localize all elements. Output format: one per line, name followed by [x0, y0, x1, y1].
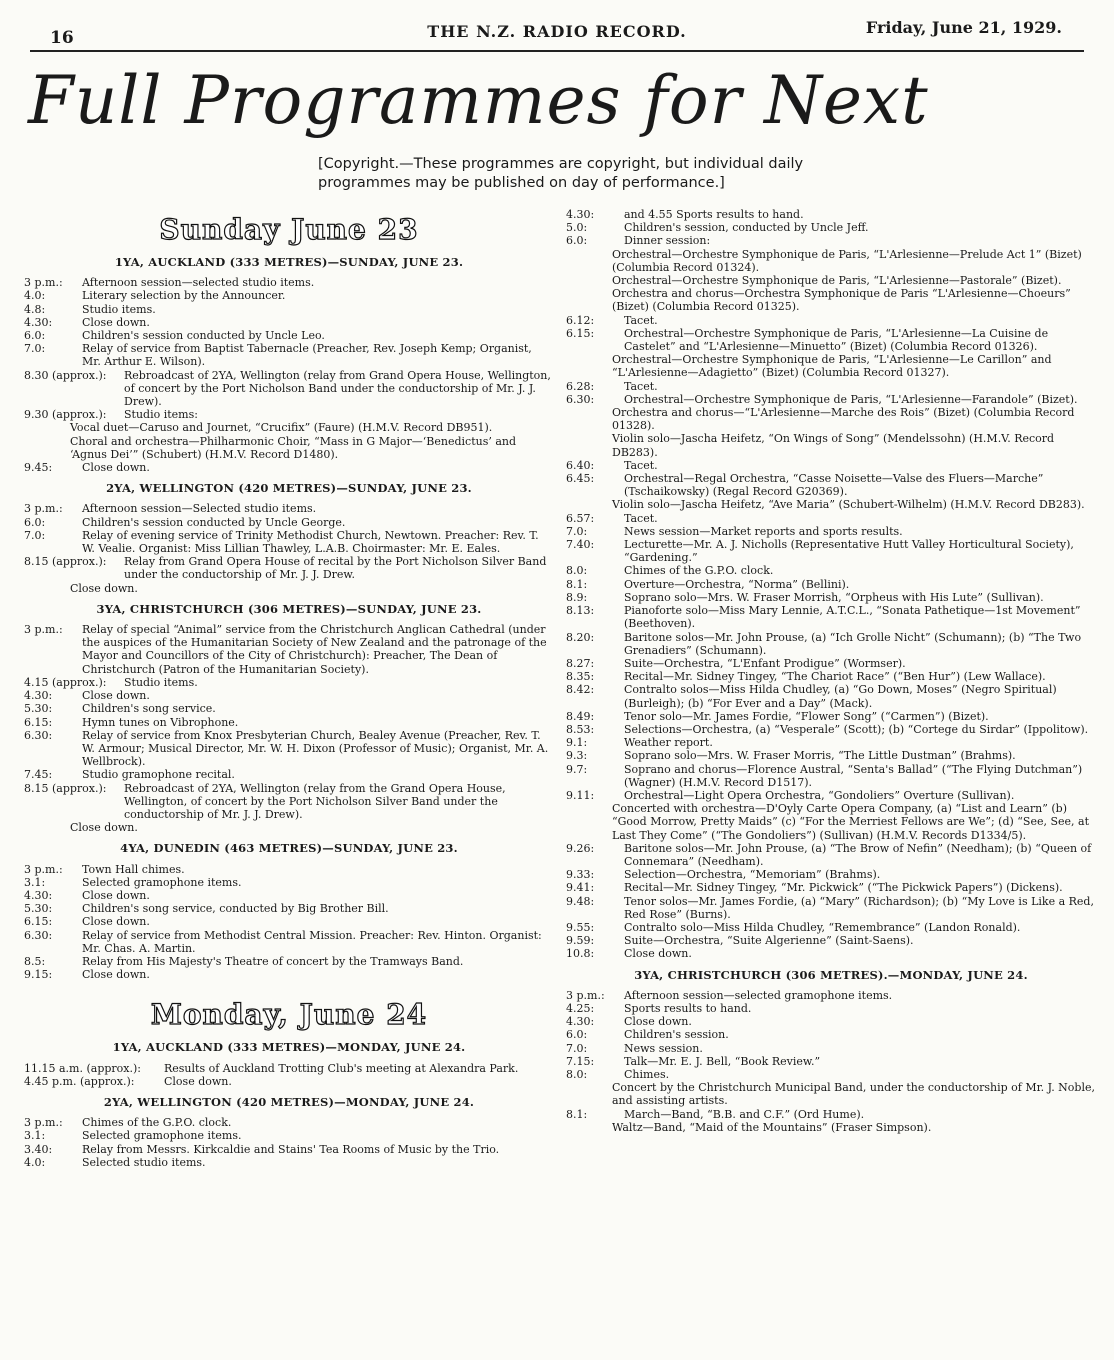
entry-text: Tenor solos—Mr. James Fordie, (a) “Mary” (Richardson); (b) “My Love is Like a Red, Red Rose” (Burns). [624, 894, 1094, 921]
entry-text: Afternoon session—selected gramophone items. [624, 988, 893, 1002]
schedule-entry [566, 631, 1096, 657]
schedule-entry [24, 289, 554, 302]
entry-text: Close down. [82, 915, 150, 929]
schedule-subentry: Choral and orchestra—Philharmonic Choir, “Mass in G Major—‘Benedictus’ and ‘Agnus Dei’” (Schubert) (H.M.V. Record D1480). [70, 434, 517, 461]
entry-time: 4.0: [24, 289, 46, 303]
entry-time: 8.49: [566, 709, 595, 723]
entry-text: Selections—Orchestra, (a) “Vesperale” (Scott); (b) “Cortege du Sirdar” (Ippolitow). [624, 722, 1089, 736]
entry-text: Relay of service from Knox Presbyterian Church, Bealey Avenue (Preacher, Rev. T. W. Armour; Musical Director, Mr. W. H. Dixon (Professor of Music); Organist, Mr. A. Wellbrock). [82, 728, 549, 769]
entry-text: Studio gramophone recital. [82, 768, 235, 782]
schedule-entry [24, 876, 554, 889]
schedule-entry [566, 895, 1096, 921]
schedule-entry [566, 1028, 1096, 1041]
entry-time: 6.15: [566, 326, 595, 340]
entry-text: Baritone solos—Mr. John Prouse, (a) “The Brow of Nefin” (Needham); (b) “Queen of Connemara” (Needham). [624, 841, 1092, 868]
schedule-entry [566, 538, 1096, 564]
entry-text: Tacet. [624, 458, 658, 472]
entry-time: 9.41: [566, 881, 595, 895]
schedule-entry [24, 502, 554, 515]
entry-time: 8.20: [566, 630, 595, 644]
schedule-entry [24, 1116, 554, 1129]
entry-text: Children's session conducted by Uncle George. [82, 515, 346, 529]
entry-text: Studio items: [124, 408, 198, 422]
entry-text: Relay of service from Methodist Central Mission. Preacher: Rev. Hinton. Organist: Mr. Chas. A. Martin. [82, 928, 542, 955]
entry-text: Tacet. [624, 511, 658, 525]
schedule-entry [566, 934, 1096, 947]
schedule-entry [24, 1062, 554, 1075]
station-heading: 2YA, WELLINGTON (420 METRES)—MONDAY, JUNE 24. [103, 1094, 475, 1109]
entry-time: 7.0: [24, 342, 46, 356]
schedule-entry [566, 789, 1096, 802]
right-column [566, 208, 1096, 1134]
schedule-entry [24, 915, 554, 928]
schedule-entry [566, 921, 1096, 934]
entry-text: and 4.55 Sports results to hand. [624, 208, 804, 221]
schedule-list [566, 208, 1096, 961]
schedule-subentry: Orchestral—Orchestre Symphonique de Paris, “L'Arlesienne—Le Carillon” and “L'Arlesienne—Adagietto” (Bizet) (Columbia Record 01327). [612, 353, 1052, 380]
entry-text: Studio items. [124, 675, 198, 689]
entry-text: Soprano solo—Mrs. W. Fraser Morris, “The Little Dustman” (Brahms). [624, 749, 1016, 763]
schedule-entry [24, 716, 554, 729]
journal-title: THE N.Z. RADIO RECORD. [427, 22, 687, 41]
entry-text: Results of Auckland Trotting Club's meeting at Alexandra Park. [164, 1061, 519, 1075]
schedule-entry [566, 604, 1096, 630]
entry-time: 4.8: [24, 302, 46, 316]
schedule-subentry: Orchestra and chorus—Orchestra Symphonique de Paris “L'Arlesienne—Choeurs” (Bizet) (Columbia Record 01325). [612, 287, 1071, 314]
schedule-entry [566, 881, 1096, 894]
entry-text: Studio items. [82, 302, 156, 316]
entry-text: Hymn tunes on Vibrophone. [82, 715, 239, 729]
entry-time: 6.57: [566, 511, 595, 525]
schedule-entry [24, 342, 554, 368]
schedule-subentry: Violin solo—Jascha Heifetz, “On Wings of Song” (Mendelssohn) (H.M.V. Record DB283). [612, 432, 1055, 459]
entry-text: Rebroadcast of 2YA, Wellington (relay from the Grand Opera House, Wellington, of concert by the Port Nicholson Silver Band under the conductorship of Mr. J. J. Drew). [124, 781, 506, 821]
entry-text: Selected gramophone items. [82, 1129, 242, 1143]
entry-time: 7.45: [24, 768, 53, 782]
station-heading: 2YA, WELLINGTON (420 METRES)—SUNDAY, JUNE 23. [106, 481, 472, 496]
entry-time: 3 p.m.: [24, 1116, 63, 1130]
schedule-entry [24, 303, 554, 316]
entry-text: Children's session conducted by Uncle Leo. [82, 329, 325, 343]
entry-text: Suite—Orchestra, “L'Enfant Prodigue” (Wormser). [624, 656, 906, 670]
entry-time: 5.30: [24, 902, 53, 916]
schedule-entry [24, 408, 554, 421]
schedule-entry [566, 564, 1096, 577]
entry-text: Chimes. [624, 1068, 670, 1081]
entry-text: Afternoon session—Selected studio items. [82, 502, 317, 516]
entry-time: 4.15 (approx.): [24, 675, 107, 689]
schedule-entry [24, 729, 554, 769]
schedule-subentry: Orchestra and chorus—“L'Arlesienne—Marche des Rois” (Bizet) (Columbia Record 01328). [612, 406, 1075, 433]
entry-text: News session. [624, 1041, 703, 1055]
schedule-entry [24, 863, 554, 876]
entry-text: Pianoforte solo—Miss Mary Lennie, A.T.C.L., “Sonata Pathetique—1st Movement” (Beethoven). [624, 604, 1081, 631]
entry-time: 8.35: [566, 670, 595, 684]
schedule-entry [566, 234, 1096, 247]
schedule-entry [566, 749, 1096, 762]
copyright-notice: [Copyright.—These programmes are copyright, but individual daily programmes may be published on day of performance.] [318, 156, 804, 191]
schedule-list [24, 863, 554, 982]
entry-time: 5.0: [566, 221, 588, 235]
entry-text: Selection—Orchestra, “Memoriam” (Brahms). [624, 868, 881, 882]
entry-time: 9.48: [566, 894, 595, 908]
entry-text: Children's song service. [82, 702, 216, 716]
entry-text: Overture—Orchestra, “Norma” (Bellini). [624, 577, 850, 591]
entry-text: Selected gramophone items. [82, 875, 242, 889]
schedule-entry [566, 657, 1096, 670]
entry-text: Contralto solo—Miss Hilda Chudley, “Remembrance” (Landon Ronald). [624, 920, 1021, 934]
schedule-list [24, 276, 554, 474]
schedule-entry [24, 1143, 554, 1156]
entry-text: Relay of evening service of Trinity Methodist Church, Newtown. Preacher: Rev. T. W. Vealie. Organist: Miss Lillian Thawley, L.A.B. Choirmaster: Mr. E. Eales. [82, 528, 539, 556]
monday-heading: Monday, June 24 [150, 998, 428, 1032]
schedule-entry [566, 1015, 1096, 1028]
entry-time: 8.15 (approx.): [24, 555, 107, 569]
entry-time: 8.1: [566, 1107, 588, 1121]
entry-time: 3.40: [24, 1142, 53, 1156]
schedule-entry [24, 689, 554, 702]
schedule-entry [566, 459, 1096, 472]
entry-time: 9.55: [566, 920, 595, 934]
entry-text: Literary selection by the Announcer. [82, 289, 286, 303]
entry-time: 11.15 a.m. (approx.): [24, 1061, 141, 1075]
schedule-entry [24, 676, 554, 689]
page-header [0, 0, 1114, 60]
schedule-entry [566, 578, 1096, 591]
schedule-entry [24, 702, 554, 715]
entry-text: Chimes of the G.P.O. clock. [82, 1116, 232, 1130]
schedule-entry [24, 1129, 554, 1142]
entry-text: Children's session. [624, 1028, 729, 1042]
station-heading: 3YA, CHRISTCHURCH (306 METRES)—SUNDAY, JUNE 23. [96, 601, 482, 616]
entry-text: Tacet. [624, 379, 658, 393]
entry-text: Lecturette—Mr. A. J. Nicholls (Representative Hutt Valley Horticultural Society), “Gardening.” [624, 538, 1074, 565]
entry-text: Soprano and chorus—Florence Austral, “Senta's Ballad” (“The Flying Dutchman”) (Wagner) (H.M.V. Record D1517). [624, 762, 1083, 789]
entry-time: 6.30: [24, 728, 53, 742]
entry-text: Suite—Orchestra, “Suite Algerienne” (Saint-Saens). [624, 934, 914, 948]
entry-text: March—Band, “B.B. and C.F.” (Ord Hume). [624, 1107, 865, 1121]
schedule-entry [566, 393, 1096, 406]
entry-text: Town Hall chimes. [82, 862, 185, 876]
entry-text: Relay from His Majesty's Theatre of concert by the Tramways Band. [82, 954, 464, 968]
page-title: Full Programmes for Next [28, 62, 929, 139]
entry-time: 3 p.m.: [24, 276, 63, 290]
entry-text: Selected studio items. [82, 1155, 206, 1169]
schedule-entry [566, 763, 1096, 789]
entry-time: 6.0: [24, 329, 46, 343]
entry-text: Relay of service from Baptist Tabernacle (Preacher, Rev. Joseph Kemp; Organist, Mr. Arthur E. Wilson). [82, 342, 532, 369]
entry-time: 9.11: [566, 788, 595, 802]
entry-time: 5.30: [24, 702, 53, 716]
station-heading: 4YA, DUNEDIN (463 METRES)—SUNDAY, JUNE 23. [120, 841, 458, 856]
entry-time: 4.25: [566, 1001, 595, 1015]
schedule-entry [24, 369, 554, 409]
entry-time: 6.30: [566, 392, 595, 406]
schedule-entry [566, 1108, 1096, 1121]
schedule-entry [24, 276, 554, 289]
schedule-entry [566, 221, 1096, 234]
entry-text: Close down. [82, 888, 150, 902]
entry-text: Orchestral—Orchestre Symphonique de Paris, “L'Arlesienne—La Cuisine de Castelet” and “L'Arlesienne—Minuetto” (Bizet) (Columbia Record 01326). [624, 326, 1049, 354]
entry-text: Orchestral—Light Opera Orchestra, “Gondoliers” Overture (Sullivan). [624, 788, 1015, 802]
entry-text: Contralto solos—Miss Hilda Chudley, (a) “Go Down, Moses” (Negro Spiritual) (Burleigh); (b) “For Ever and a Day” (Mack). [624, 683, 1057, 710]
entry-time: 6.15: [24, 715, 53, 729]
schedule-entry [566, 1002, 1096, 1015]
entry-time: 8.53: [566, 722, 595, 736]
entry-time: 4.30: [24, 315, 53, 329]
entry-text: News session—Market reports and sports results. [624, 524, 903, 538]
entry-time: 4.30: [566, 208, 595, 221]
schedule-entry [566, 1042, 1096, 1055]
entry-text: Dinner session: [624, 234, 711, 248]
schedule-list [24, 623, 554, 834]
entry-time: 9.7: [566, 762, 588, 776]
schedule-entry [566, 591, 1096, 604]
entry-time: 3.1: [24, 1129, 46, 1143]
entry-time: 8.13: [566, 604, 595, 618]
entry-time: 7.0: [24, 528, 46, 542]
entry-time: 10.8: [566, 947, 595, 961]
station-heading: 3YA, CHRISTCHURCH (306 METRES).—MONDAY, JUNE 24. [634, 967, 1028, 982]
schedule-entry [24, 889, 554, 902]
schedule-subentry: Close down. [70, 581, 138, 595]
entry-text: Orchestral—Regal Orchestra, “Casse Noisette—Valse des Fluers—Marche” (Tschaikowsky) (Regal Record G20369). [624, 472, 1044, 499]
entry-text: Close down. [82, 968, 150, 982]
entry-time: 6.12: [566, 313, 595, 327]
entry-text: Chimes of the G.P.O. clock. [624, 564, 774, 578]
schedule-entry [24, 902, 554, 915]
entry-time: 6.45: [566, 472, 595, 486]
entry-text: Baritone solos—Mr. John Prouse, (a) “Ich Grolle Nicht” (Schumann); (b) “The Two Grenadiers” (Schumann). [624, 630, 1082, 657]
schedule-entry [24, 316, 554, 329]
schedule-entry [24, 623, 554, 676]
entry-text: Children's session, conducted by Uncle Jeff. [624, 221, 869, 235]
entry-time: 4.45 p.m. (approx.): [24, 1074, 135, 1088]
entry-time: 4.30: [24, 689, 53, 703]
schedule-entry [566, 868, 1096, 881]
entry-time: 6.0: [566, 1028, 588, 1042]
entry-time: 8.42: [566, 683, 595, 697]
schedule-entry [24, 782, 554, 822]
entry-text: Relay of special “Animal” service from the Christchurch Anglican Cathedral (under the auspices of the Humanitarian Society of New Zealand and the patronage of the Mayor and Councillors of the City of Christchurch): Preacher, The Dean of Christchurch (Patron of the Humanitarian Society). [82, 623, 547, 676]
schedule-entry [566, 736, 1096, 749]
schedule-entry [566, 947, 1096, 960]
entry-time: 8.15 (approx.): [24, 781, 107, 795]
entry-time: 6.0: [566, 234, 588, 248]
header-rule [30, 50, 1084, 52]
schedule-entry [24, 768, 554, 781]
entry-text: Afternoon session—selected studio items. [82, 276, 315, 290]
entry-time: 6.0: [24, 515, 46, 529]
schedule-entry [566, 1055, 1096, 1068]
schedule-entry [566, 670, 1096, 683]
entry-text: Relay from Grand Opera House of recital by the Port Nicholson Silver Band under the conductorship of Mr. J. J. Drew. [124, 555, 547, 582]
schedule-entry [566, 842, 1096, 868]
entry-time: 6.15: [24, 915, 53, 929]
schedule-entry [566, 1068, 1096, 1081]
entry-time: 9.3: [566, 749, 588, 763]
schedule-entry [566, 710, 1096, 723]
schedule-entry [566, 525, 1096, 538]
entry-text: Close down. [82, 315, 150, 329]
schedule-entry [24, 529, 554, 555]
schedule-list [566, 989, 1096, 1134]
entry-time: 7.15: [566, 1054, 595, 1068]
sunday-heading: Sunday June 23 [159, 213, 419, 246]
entry-time: 9.1: [566, 736, 588, 750]
left-column [24, 208, 554, 1169]
entry-text: Recital—Mr. Sidney Tingey, “Mr. Pickwick” (“The Pickwick Papers”) (Dickens). [624, 881, 1063, 895]
entry-time: 4.0: [24, 1155, 46, 1169]
entry-time: 7.0: [566, 524, 588, 538]
schedule-entry [566, 989, 1096, 1002]
entry-time: 3.1: [24, 875, 46, 889]
entry-time: 6.40: [566, 458, 595, 472]
entry-text: Tenor solo—Mr. James Fordie, “Flower Song” (“Carmen”) (Bizet). [624, 709, 989, 723]
schedule-entry [566, 683, 1096, 709]
entry-time: 9.33: [566, 868, 595, 882]
entry-time: 8.5: [24, 954, 46, 968]
entry-text: Talk—Mr. E. J. Bell, “Book Review.” [624, 1054, 821, 1068]
schedule-entry [566, 723, 1096, 736]
schedule-entry [24, 968, 554, 981]
entry-text: Orchestral—Orchestre Symphonique de Paris, “L'Arlesienne—Farandole” (Bizet). [624, 392, 1078, 406]
entry-text: Soprano solo—Mrs. W. Fraser Morrish, “Orpheus with His Lute” (Sullivan). [624, 590, 1044, 604]
schedule-subentry: Close down. [70, 821, 138, 835]
entry-time: 8.0: [566, 564, 588, 578]
entry-text: Rebroadcast of 2YA, Wellington (relay from Grand Opera House, Wellington, of concert by the Port Nicholson Band under the conductorship of Mr. J. J. Drew). [124, 368, 551, 409]
schedule-entry [24, 1156, 554, 1169]
entry-time: 9.45: [24, 461, 53, 475]
station-heading: 1YA, AUCKLAND (333 METRES)—SUNDAY, JUNE 23. [114, 255, 464, 269]
entry-time: 7.0: [566, 1041, 588, 1055]
schedule-subentry: Concerted with orchestra—D'Oyly Carte Opera Company, (a) “List and Learn” (b) “Good Morrow, Pretty Maids” (c) “For the Merriest Fellows are We”; (d) “See, See, at Last They Come” (“The Gondoliers”) (Sullivan) (H.M.V. Records D1334/5). [612, 802, 1089, 842]
schedule-entry [566, 314, 1096, 327]
schedule-entry [24, 1075, 554, 1088]
entry-time: 4.30: [24, 888, 53, 902]
schedule-subentry: Concert by the Christchurch Municipal Band, under the conductorship of Mr. J. Noble, and assisting artists. [612, 1081, 1095, 1108]
entry-time: 9.15: [24, 968, 53, 982]
entry-time: 8.27: [566, 656, 595, 670]
schedule-entry [24, 555, 554, 581]
schedule-subentry: Orchestral—Orchestre Symphonique de Paris, “L'Arlesienne—Prelude Act 1” (Bizet) (Columbia Record 01324). [612, 247, 1082, 274]
schedule-entry [24, 955, 554, 968]
entry-text: Close down. [82, 461, 150, 475]
schedule-subentry: Vocal duet—Caruso and Journet, “Crucifix” (Faure) (H.M.V. Record DB951). [70, 421, 493, 435]
entry-time: 3 p.m.: [566, 988, 605, 1002]
schedule-list [24, 502, 554, 594]
entry-time: 8.1: [566, 577, 588, 591]
entry-text: Close down. [82, 689, 150, 703]
station-heading: 1YA, AUCKLAND (333 METRES)—MONDAY, JUNE 24. [112, 1040, 466, 1055]
schedule-subentry: Violin solo—Jascha Heifetz, “Ave Maria” (Schubert-Wilhelm) (H.M.V. Record DB283). [612, 498, 1085, 512]
schedule-list [24, 1116, 554, 1169]
entry-text: Tacet. [624, 313, 658, 327]
entry-time: 6.30: [24, 928, 53, 942]
entry-time: 4.30: [566, 1015, 595, 1029]
entry-time: 8.30 (approx.): [24, 368, 107, 382]
entry-text: Close down. [624, 947, 692, 961]
page-number: 16 [50, 28, 74, 48]
schedule-entry [566, 472, 1096, 498]
schedule-entry [566, 327, 1096, 353]
schedule-entry [566, 208, 1096, 221]
entry-text: Recital—Mr. Sidney Tingey, “The Chariot Race” (“Ben Hur”) (Lew Wallace). [624, 670, 1046, 684]
entry-time: 9.26: [566, 841, 595, 855]
entry-time: 8.9: [566, 590, 588, 604]
entry-text: Weather report. [624, 736, 713, 750]
schedule-entry [24, 516, 554, 529]
entry-text: Close down. [164, 1074, 232, 1088]
issue-date: Friday, June 21, 1929. [865, 18, 1062, 37]
schedule-subentry: Waltz—Band, “Maid of the Mountains” (Fraser Simpson). [612, 1120, 932, 1134]
schedule-entry [566, 512, 1096, 525]
schedule-entry [24, 461, 554, 474]
entry-time: 6.28: [566, 379, 595, 393]
entry-time: 3 p.m.: [24, 502, 63, 516]
schedule-entry [24, 329, 554, 342]
entry-time: 3 p.m.: [24, 623, 63, 637]
schedule-entry [566, 380, 1096, 393]
entry-time: 9.59: [566, 934, 595, 948]
entry-time: 9.30 (approx.): [24, 408, 107, 422]
entry-text: Close down. [624, 1015, 692, 1029]
schedule-list [24, 1062, 554, 1088]
entry-time: 3 p.m.: [24, 862, 63, 876]
entry-text: Relay from Messrs. Kirkcaldie and Stains' Tea Rooms of Music by the Trio. [82, 1142, 500, 1156]
entry-time: 8.0: [566, 1068, 588, 1081]
schedule-entry [24, 929, 554, 955]
entry-text: Sports results to hand. [624, 1001, 752, 1015]
entry-time: 7.40: [566, 538, 595, 552]
entry-text: Children's song service, conducted by Big Brother Bill. [82, 902, 389, 916]
schedule-subentry: Orchestral—Orchestre Symphonique de Paris, “L'Arlesienne—Pastorale” (Bizet). [612, 274, 1062, 288]
